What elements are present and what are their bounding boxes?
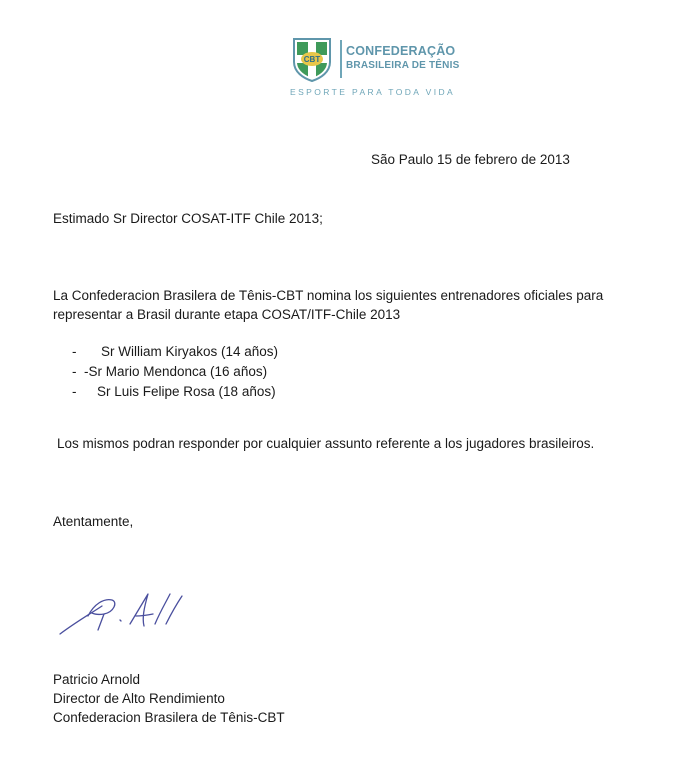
- org-tagline: ESPORTE PARA TODA VIDA: [290, 87, 456, 97]
- emblem-text: CBT: [303, 55, 321, 64]
- org-name-line2: BRASILEIRA DE TÊNIS: [346, 60, 460, 71]
- signatory-name: Patricio Arnold: [53, 672, 141, 687]
- handwritten-signature: [58, 590, 193, 642]
- coach-name: Sr Luis Felipe Rosa (18 años): [97, 384, 276, 399]
- cbt-logo: [290, 36, 460, 106]
- coach-name: -Sr Mario Mendonca (16 años): [84, 364, 268, 379]
- closing-paragraph: Los mismos podran responder por cualquier assunto referente a los jugadores brasileiros.: [57, 436, 595, 451]
- list-dash: -: [72, 344, 77, 359]
- sign-off: Atentamente,: [53, 514, 134, 529]
- body-paragraph-line2: representar a Brasil durante etapa COSAT/ITF-Chile 2013: [53, 307, 401, 322]
- list-dash: -: [72, 384, 77, 399]
- letter-salutation: Estimado Sr Director COSAT-ITF Chile 2013;: [53, 211, 323, 226]
- org-name-line1: CONFEDERAÇÃO: [346, 44, 456, 58]
- coach-name: Sr William Kiryakos (14 años): [101, 344, 279, 359]
- signatory-title: Director de Alto Rendimiento: [53, 691, 225, 706]
- letter-date: São Paulo 15 de febrero de 2013: [371, 152, 570, 167]
- signatory-organization: Confederacion Brasilera de Tênis-CBT: [53, 710, 285, 725]
- cbt-shield-icon: [290, 36, 334, 82]
- body-paragraph-line1: La Confederacion Brasilera de Tênis-CBT nomina los siguientes entrenadores oficiales para: [53, 288, 604, 303]
- logo-divider: [340, 40, 342, 78]
- list-dash: -: [72, 364, 77, 379]
